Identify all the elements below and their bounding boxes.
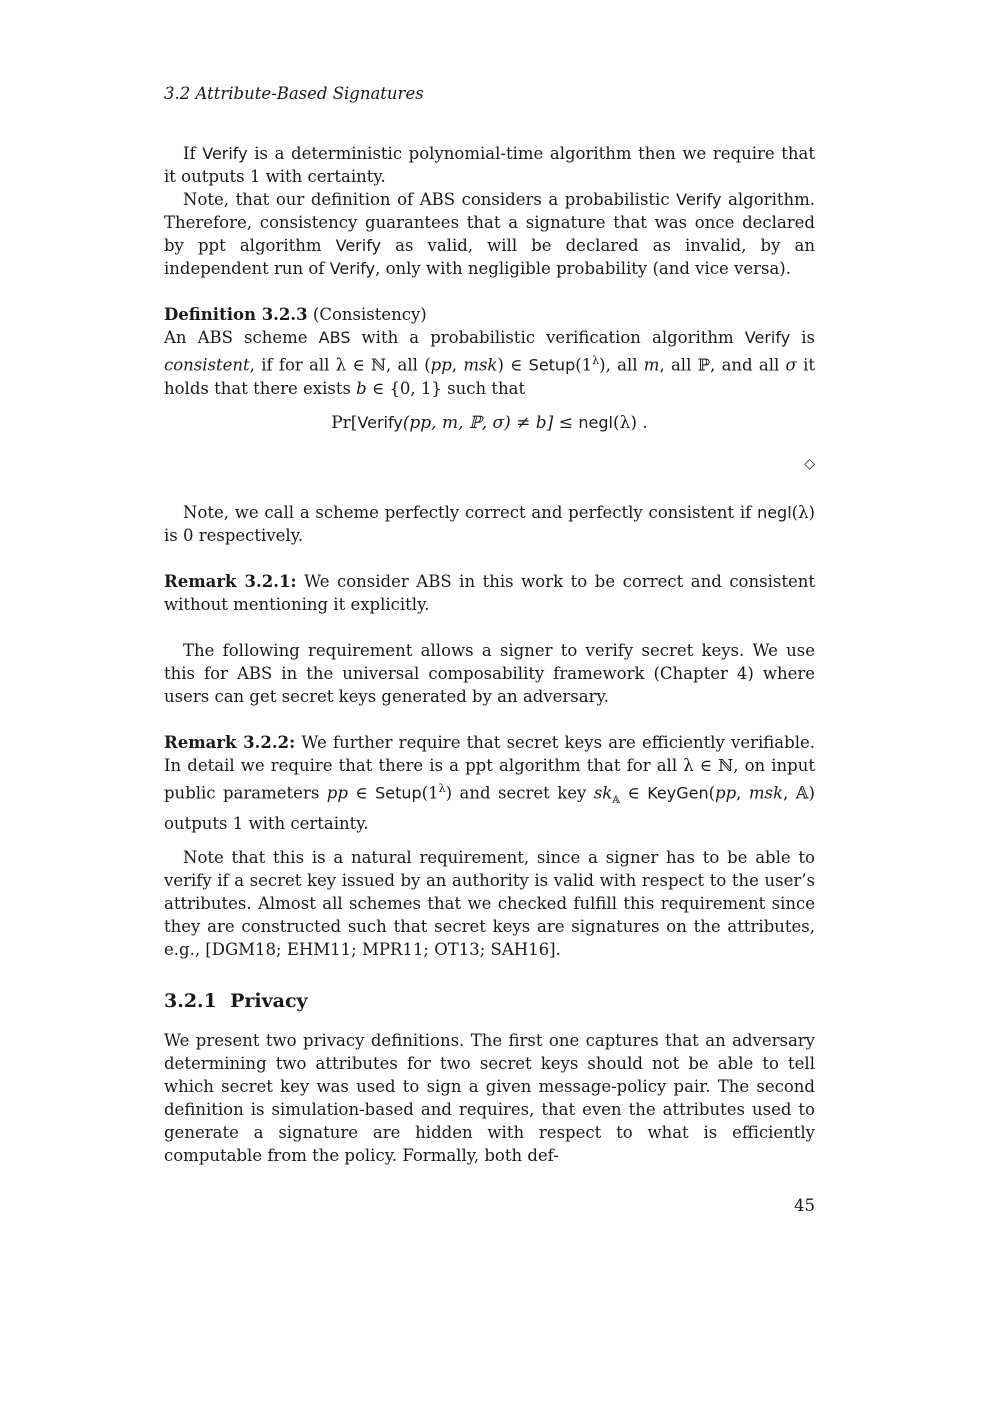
setup-algorithm: Setup — [528, 355, 576, 375]
section-title: Privacy — [230, 990, 308, 1012]
verify-algorithm: Verify — [202, 144, 248, 163]
definition-label: Definition 3.2.3 — [164, 305, 308, 324]
page-number: 45 — [794, 1196, 815, 1215]
running-header: 3.2 Attribute-Based Signatures — [164, 84, 424, 103]
text: it holds that there exists — [164, 355, 815, 398]
text: ( — [708, 783, 716, 803]
text: , 𝔸) outputs 1 with certainty. — [164, 783, 815, 833]
text: (1 — [575, 355, 593, 375]
sk-subscript: 𝔸 — [612, 794, 621, 806]
text: ) and secret key — [445, 783, 594, 803]
text: , — [736, 783, 749, 803]
remark-label: Remark 3.2.2: — [164, 733, 296, 752]
paragraph-probabilistic-verify — [164, 188, 815, 280]
text: Note, that our definition of ABS considers a probabilistic — [183, 190, 677, 209]
verify-algorithm: Verify — [357, 413, 403, 432]
text: with a probabilistic verification algorithm — [350, 328, 745, 347]
text: as valid, will be declared as invalid, by an independent run of — [164, 236, 815, 278]
verify-algorithm: Verify — [676, 190, 722, 209]
text: , all ℙ, and all — [659, 355, 786, 375]
abs-scheme: ABS — [318, 328, 351, 347]
m-var: m — [643, 355, 660, 375]
paragraph-natural-requirement: Note that this is a natural requirement, since a signer has to be able to verify if a secret key issued by an authority is valid with respect to the user’s attributes. Almost all schemes that we checked fulfill this requirement since they are constructed such that secret keys are signatures on the attributes, e.g., [DGM18; EHM11; MPR11; OT13; SAH16]. — [164, 848, 815, 959]
text: We consider ABS in this work to be correct and consistent without mentioning it explicitly. — [164, 572, 815, 614]
remark-3-2-1 — [164, 570, 815, 616]
verify-algorithm: Verify — [335, 236, 382, 255]
remark-label: Remark 3.2.1: — [164, 572, 297, 591]
msk-var: msk — [463, 355, 498, 375]
negl-function: negl — [578, 413, 613, 432]
definition-body — [164, 326, 815, 400]
verify-algorithm: Verify — [744, 328, 791, 347]
text: is a deterministic polynomial-time algorithm then we require that it outputs 1 with certainty. — [164, 144, 815, 186]
text: (1 — [421, 783, 439, 803]
text: algorithm. Therefore, consistency guarantees that a signature that was once declared by ppt algorithm — [164, 190, 815, 255]
text: An ABS scheme — [164, 328, 319, 347]
end-of-definition-icon: ◇ — [804, 456, 815, 472]
text: ), all — [599, 355, 644, 375]
text: If — [183, 144, 203, 163]
section-number: 3.2.1 — [164, 990, 217, 1012]
text: ) ∈ — [497, 355, 529, 375]
pp-var: pp — [430, 355, 452, 375]
text: is — [790, 328, 815, 347]
text: , — [451, 355, 464, 375]
verify-algorithm: Verify — [329, 259, 376, 278]
consistency-formula — [164, 413, 815, 433]
text: ∈ {0, 1} such that — [366, 378, 526, 398]
text: ∈ — [620, 783, 648, 803]
section-heading-privacy — [164, 990, 815, 1012]
text: , if for all λ ∈ ℕ, all ( — [249, 355, 431, 375]
lambda-superscript: λ — [438, 782, 446, 795]
pp-var: pp — [715, 783, 737, 803]
remark-3-2-2 — [164, 731, 815, 835]
definition-name: (Consistency) — [312, 305, 427, 324]
definition-heading — [164, 303, 815, 326]
text: Note, we call a scheme perfectly correct and perfectly consistent if — [183, 503, 758, 522]
b-var: b — [356, 378, 367, 398]
setup-algorithm: Setup — [375, 783, 422, 803]
paragraph-perfect — [164, 501, 815, 547]
paragraph-privacy-definitions: We present two privacy definitions. The first one captures that an adversary determining two attributes for two secret keys should not be able to tell which secret key was used to sign a given message-policy pair. The second definition is simulation-based and requires, that even the attributes used to generate a signature are hidden with respect to what is efficiently computable from the policy. Formally, both def- — [164, 1031, 815, 1165]
consistent-term: consistent — [164, 355, 250, 375]
sk-var: sk — [593, 783, 613, 803]
pp-var: pp — [326, 783, 348, 803]
text: ∈ — [347, 783, 376, 803]
formula-args: (pp, m, ℙ, σ) ≠ b] ≤ — [402, 413, 579, 433]
negl-function: negl — [757, 503, 792, 522]
text: (λ) . — [612, 413, 648, 433]
msk-var: msk — [748, 783, 784, 803]
text: , only with negligible probability (and vice versa). — [375, 259, 791, 278]
keygen-algorithm: KeyGen — [647, 783, 709, 803]
definition-consistency — [164, 303, 815, 400]
text: (λ) is 0 respectively. — [164, 503, 815, 545]
sigma-var: σ — [785, 355, 797, 375]
paragraph-verify-keys: The following requirement allows a signer to verify secret keys. We use this for ABS in the universal composability framework (Chapter 4) where users can get secret keys generated by an adversary. — [164, 641, 815, 706]
lambda-superscript: λ — [592, 354, 600, 367]
text: Pr[ — [331, 413, 358, 433]
text: We further require that secret keys are efficiently verifiable. In detail we require that there is a ppt algorithm that for all λ ∈ ℕ, on input public parameters — [164, 733, 815, 803]
paragraph-verify-deterministic — [164, 142, 815, 188]
